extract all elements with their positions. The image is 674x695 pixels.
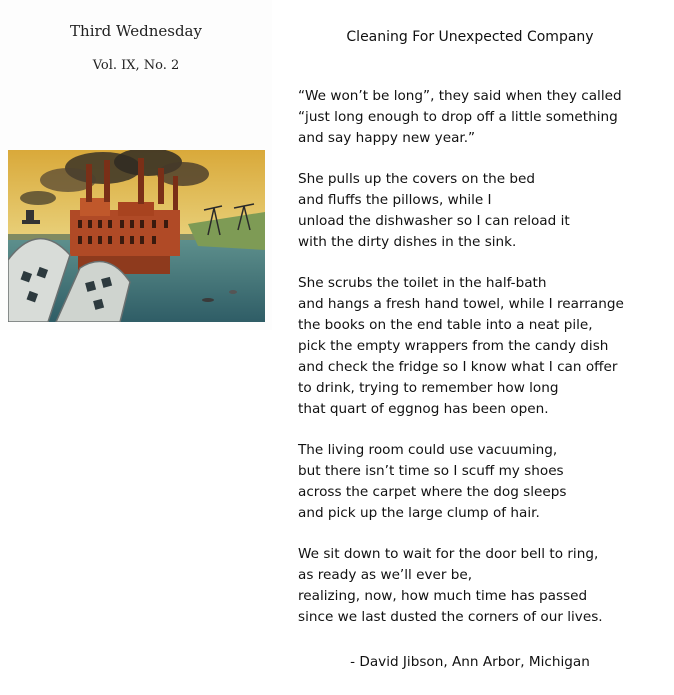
poem-body	[298, 86, 668, 648]
cover-painting	[8, 150, 265, 322]
poem-line: pick the empty wrappers from the candy dish	[298, 338, 609, 354]
poem-line: and fluffs the pillows, while I	[298, 192, 492, 208]
poem-line: with the dirty dishes in the sink.	[298, 234, 517, 250]
journal-title: Third Wednesday	[70, 22, 202, 40]
poem-line: and say happy new year.”	[298, 130, 476, 146]
poem-line: She scrubs the toilet in the half-bath	[298, 275, 547, 291]
poem-line: unload the dishwasher so I can reload it	[298, 213, 570, 229]
stanza	[298, 544, 668, 628]
poem-line: realizing, now, how much time has passed	[298, 588, 588, 604]
stanza	[298, 273, 668, 420]
stanza	[298, 440, 668, 524]
poem-line: the books on the end table into a neat pile,	[298, 317, 593, 333]
poem-line: but there isn’t time so I scuff my shoes	[298, 463, 564, 479]
magazine-cover	[0, 0, 272, 330]
poem-line: The living room could use vacuuming,	[298, 442, 558, 458]
stanza	[298, 169, 668, 253]
poem-line: and check the fridge so I know what I can offer	[298, 359, 618, 375]
poem-line: and hangs a fresh hand towel, while I rearrange	[298, 296, 624, 312]
journal-issue: Vol. IX, No. 2	[92, 58, 180, 73]
poem-line: We sit down to wait for the door bell to ring,	[298, 546, 599, 562]
poem-attribution: - David Jibson, Ann Arbor, Michigan	[350, 654, 590, 670]
poem-line: across the carpet where the dog sleeps	[298, 484, 567, 500]
poem-line: as ready as we’ll ever be,	[298, 567, 473, 583]
poem-line: She pulls up the covers on the bed	[298, 171, 536, 187]
stanza	[298, 86, 668, 149]
poem-line: that quart of eggnog has been open.	[298, 401, 549, 417]
poem-line: “We won’t be long”, they said when they called	[298, 88, 622, 104]
poem-line: since we last dusted the corners of our lives.	[298, 609, 603, 625]
poem-line: and pick up the large clump of hair.	[298, 505, 540, 521]
poem-line: “just long enough to drop off a little something	[298, 109, 618, 125]
poem-line: to drink, trying to remember how long	[298, 380, 559, 396]
poem-title: Cleaning For Unexpected Company	[346, 29, 594, 45]
